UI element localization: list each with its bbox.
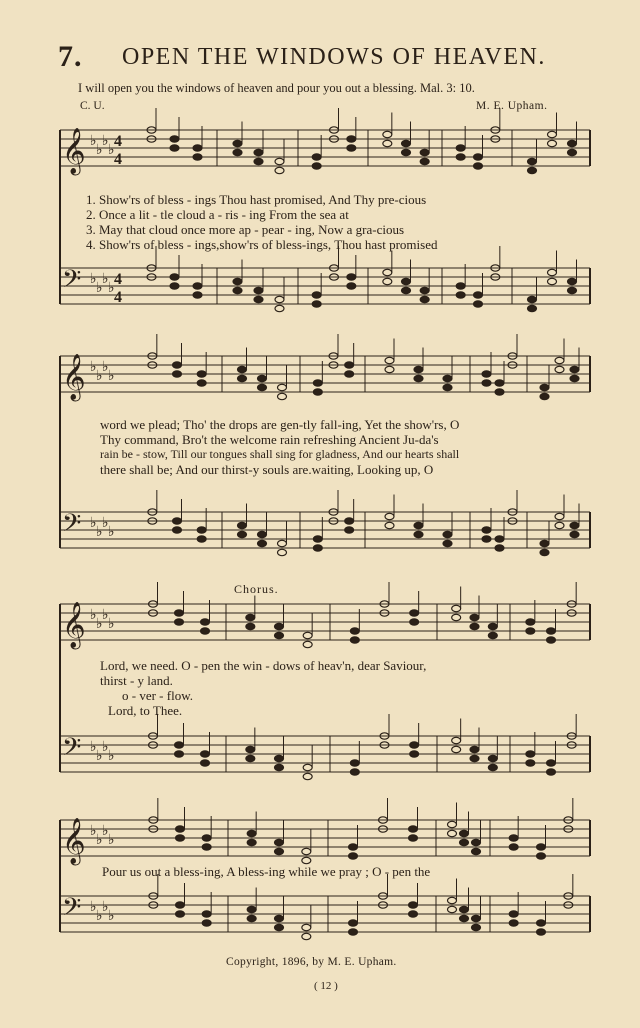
note-head (278, 540, 287, 546)
note-head (176, 826, 185, 832)
note-head (238, 375, 247, 381)
note-head (414, 366, 423, 372)
note-head (460, 830, 469, 836)
note-head (547, 637, 556, 643)
note-head (202, 835, 211, 841)
flat-icon: ♭ (108, 749, 115, 764)
note-head (247, 830, 256, 836)
note-head (345, 527, 354, 533)
note-head (175, 610, 184, 616)
note-head (482, 371, 491, 377)
note-head (509, 920, 518, 926)
note-head (201, 619, 210, 625)
lyric-line: thirst - y land. (100, 673, 173, 688)
note-head (409, 826, 418, 832)
flat-icon: ♭ (90, 824, 97, 839)
note-head (540, 540, 549, 546)
note-head (275, 158, 284, 164)
note-head (176, 835, 185, 841)
note-head (452, 614, 461, 620)
note-head (472, 839, 481, 845)
note-head (176, 902, 185, 908)
note-head (385, 357, 394, 363)
note-head (509, 911, 518, 917)
note-head (233, 287, 242, 293)
note-head (452, 746, 461, 752)
note-head (443, 531, 452, 537)
note-head (275, 848, 284, 854)
note-head (495, 389, 504, 395)
lyric-line: Pour us out a bless-ing, A bless-ing while we pray ; O - pen the (102, 864, 431, 879)
note-head (456, 145, 465, 151)
note-head (568, 140, 577, 146)
note-head (313, 545, 322, 551)
note-head (247, 839, 256, 845)
lyric-line: 1. Show'rs of bless - ings Thou hast promised, And Thy pre-cious (86, 192, 427, 207)
note-head (548, 140, 557, 146)
note-head (313, 536, 322, 542)
chorus-label: Chorus. (234, 582, 279, 596)
note-head (254, 158, 263, 164)
note-head (238, 522, 247, 528)
note-head (175, 619, 184, 625)
note-head (488, 632, 497, 638)
note-head (526, 760, 535, 766)
time-signature-top: 4 (114, 133, 122, 150)
note-head (303, 632, 312, 638)
note-head (233, 278, 242, 284)
note-head (526, 628, 535, 634)
note-head (456, 154, 465, 160)
note-head (345, 518, 354, 524)
note-head (548, 278, 557, 284)
note-head (409, 902, 418, 908)
note-head (555, 366, 564, 372)
note-head (414, 375, 423, 381)
flat-icon: ♭ (90, 134, 97, 149)
note-head (173, 518, 182, 524)
note-head (247, 906, 256, 912)
note-head (275, 167, 284, 173)
note-head (278, 549, 287, 555)
flat-icon: ♭ (96, 749, 103, 764)
treble-clef-icon: 𝄞 (62, 128, 86, 174)
words-credit: C. U. (80, 100, 105, 112)
flat-icon: ♭ (90, 900, 97, 915)
note-head (448, 821, 457, 827)
note-head (488, 623, 497, 629)
note-head (509, 835, 518, 841)
note-head (303, 773, 312, 779)
note-head (383, 269, 392, 275)
lyric-line: word we plead; Tho' the drops are gen-tly fall-ing, Yet the show'rs, O (100, 417, 460, 432)
note-head (474, 292, 483, 298)
note-head (302, 848, 311, 854)
note-head (275, 296, 284, 302)
note-head (246, 746, 255, 752)
note-head (345, 371, 354, 377)
note-head (193, 283, 202, 289)
bass-clef-icon: 𝄢 (62, 893, 82, 928)
note-head (482, 536, 491, 542)
lyric-line: 2. Once a lit - tle cloud a - ris - ing From the sea at (86, 207, 349, 222)
note-head (278, 393, 287, 399)
note-head (570, 531, 579, 537)
flat-icon: ♭ (102, 516, 109, 531)
flat-icon: ♭ (96, 143, 103, 158)
note-head (410, 751, 419, 757)
note-head (258, 540, 267, 546)
flat-icon: ♭ (102, 360, 109, 375)
note-head (443, 384, 452, 390)
note-head (193, 145, 202, 151)
note-head (472, 924, 481, 930)
flat-icon: ♭ (108, 143, 115, 158)
lyric-line: rain be - stow, Till our tongues shall sing for gladness, And our hearts shall (100, 447, 460, 461)
note-head (302, 924, 311, 930)
note-head (302, 933, 311, 939)
note-head (201, 628, 210, 634)
note-head (495, 380, 504, 386)
note-head (350, 628, 359, 634)
flat-icon: ♭ (102, 824, 109, 839)
note-head (472, 848, 481, 854)
note-head (460, 839, 469, 845)
note-head (470, 614, 479, 620)
note-head (385, 522, 394, 528)
note-head (402, 140, 411, 146)
note-head (570, 375, 579, 381)
note-head (474, 154, 483, 160)
note-head (537, 853, 546, 859)
flat-icon: ♭ (102, 134, 109, 149)
note-head (547, 769, 556, 775)
note-head (238, 531, 247, 537)
note-head (409, 835, 418, 841)
note-head (414, 531, 423, 537)
flat-icon: ♭ (90, 272, 97, 287)
note-head (472, 915, 481, 921)
note-head (474, 163, 483, 169)
note-head (568, 278, 577, 284)
note-head (349, 844, 358, 850)
note-head (568, 287, 577, 293)
note-head (452, 737, 461, 743)
note-head (420, 158, 429, 164)
note-head (201, 751, 210, 757)
note-head (350, 769, 359, 775)
note-head (347, 145, 356, 151)
flat-icon: ♭ (108, 525, 115, 540)
note-head (402, 287, 411, 293)
note-head (555, 513, 564, 519)
note-head (197, 536, 206, 542)
note-head (528, 158, 537, 164)
note-head (540, 549, 549, 555)
note-head (548, 269, 557, 275)
note-head (254, 149, 263, 155)
music-credit: M. E. Upham. (476, 100, 548, 112)
note-head (258, 384, 267, 390)
flat-icon: ♭ (108, 369, 115, 384)
note-head (537, 920, 546, 926)
flat-icon: ♭ (96, 369, 103, 384)
note-head (347, 274, 356, 280)
note-head (547, 760, 556, 766)
note-head (488, 764, 497, 770)
note-head (547, 628, 556, 634)
note-head (246, 614, 255, 620)
flat-icon: ♭ (96, 281, 103, 296)
note-head (537, 844, 546, 850)
note-head (420, 296, 429, 302)
note-head (456, 292, 465, 298)
hymn-number: 7. (58, 40, 83, 73)
note-head (402, 149, 411, 155)
note-head (175, 742, 184, 748)
note-head (528, 167, 537, 173)
note-head (176, 911, 185, 917)
bass-clef-icon: 𝄢 (62, 733, 82, 768)
note-head (201, 760, 210, 766)
note-head (278, 384, 287, 390)
note-head (349, 920, 358, 926)
note-head (568, 149, 577, 155)
time-signature-bottom: 4 (114, 151, 122, 168)
note-head (238, 366, 247, 372)
note-head (303, 641, 312, 647)
flat-icon: ♭ (108, 617, 115, 632)
note-head (197, 380, 206, 386)
note-head (349, 929, 358, 935)
note-head (410, 742, 419, 748)
note-head (540, 384, 549, 390)
note-head (170, 145, 179, 151)
note-head (410, 619, 419, 625)
note-head (409, 911, 418, 917)
note-head (460, 906, 469, 912)
lyric-line: Thy command, Bro't the welcome rain refreshing Ancient Ju-da's (100, 432, 439, 447)
note-head (254, 287, 263, 293)
note-head (313, 389, 322, 395)
note-head (410, 610, 419, 616)
note-head (420, 287, 429, 293)
flat-icon: ♭ (96, 617, 103, 632)
time-signature-top: 4 (114, 271, 122, 288)
note-head (350, 760, 359, 766)
flat-icon: ♭ (102, 608, 109, 623)
bass-clef-icon: 𝄢 (62, 509, 82, 544)
note-head (528, 305, 537, 311)
note-head (495, 545, 504, 551)
note-head (474, 301, 483, 307)
note-head (246, 755, 255, 761)
note-head (347, 136, 356, 142)
flat-icon: ♭ (102, 900, 109, 915)
note-head (170, 274, 179, 280)
note-head (312, 163, 321, 169)
note-head (456, 283, 465, 289)
note-head (275, 839, 284, 845)
note-head (258, 375, 267, 381)
note-head (312, 154, 321, 160)
lyric-line: 3. May that cloud once more ap - pear - ing, Now a gra-cious (86, 222, 405, 237)
flat-icon: ♭ (96, 525, 103, 540)
note-head (448, 906, 457, 912)
note-head (275, 755, 284, 761)
flat-icon: ♭ (90, 740, 97, 755)
note-head (233, 140, 242, 146)
time-signature-bottom: 4 (114, 289, 122, 306)
note-head (202, 920, 211, 926)
note-head (470, 755, 479, 761)
note-head (313, 380, 322, 386)
note-head (448, 830, 457, 836)
note-head (385, 513, 394, 519)
lyric-line: Lord, to Thee. (108, 703, 183, 718)
note-head (452, 605, 461, 611)
note-head (383, 140, 392, 146)
note-head (275, 924, 284, 930)
note-head (526, 619, 535, 625)
note-head (246, 623, 255, 629)
note-head (302, 857, 311, 863)
flat-icon: ♭ (108, 281, 115, 296)
note-head (528, 296, 537, 302)
note-head (193, 292, 202, 298)
note-head (383, 278, 392, 284)
flat-icon: ♭ (90, 608, 97, 623)
lyric-line: o - ver - flow. (122, 688, 193, 703)
treble-clef-icon: 𝄞 (62, 818, 86, 864)
note-head (254, 296, 263, 302)
note-head (470, 623, 479, 629)
note-head (402, 278, 411, 284)
copyright-notice: Copyright, 1896, by M. E. Upham. (226, 956, 397, 968)
flat-icon: ♭ (96, 909, 103, 924)
note-head (197, 527, 206, 533)
note-head (197, 371, 206, 377)
lyric-line: 4. Show'rs of bless - ings,show'rs of bless-ings, Thou hast promised (86, 237, 438, 252)
note-head (233, 149, 242, 155)
note-head (548, 131, 557, 137)
note-head (275, 915, 284, 921)
note-head (482, 380, 491, 386)
note-head (173, 371, 182, 377)
note-head (345, 362, 354, 368)
flat-icon: ♭ (90, 360, 97, 375)
note-head (385, 366, 394, 372)
note-head (570, 522, 579, 528)
note-head (448, 897, 457, 903)
note-head (275, 623, 284, 629)
note-head (170, 136, 179, 142)
note-head (540, 393, 549, 399)
note-head (173, 527, 182, 533)
note-head (202, 844, 211, 850)
note-head (526, 751, 535, 757)
flat-icon: ♭ (102, 272, 109, 287)
note-head (383, 131, 392, 137)
note-head (349, 853, 358, 859)
note-head (173, 362, 182, 368)
lyric-line: there shall be; And our thirst-y souls are.waiting, Looking up, O (100, 462, 434, 477)
note-head (202, 911, 211, 917)
note-head (537, 929, 546, 935)
note-head (470, 746, 479, 752)
note-head (488, 755, 497, 761)
hymn-title: OPEN THE WINDOWS OF HEAVEN. (122, 44, 546, 70)
flat-icon: ♭ (108, 833, 115, 848)
note-head (570, 366, 579, 372)
note-head (350, 637, 359, 643)
note-head (312, 292, 321, 298)
note-head (258, 531, 267, 537)
note-head (414, 522, 423, 528)
page-number: ( 12 ) (314, 980, 338, 992)
note-head (347, 283, 356, 289)
note-head (555, 522, 564, 528)
note-head (555, 357, 564, 363)
scripture-epigraph: I will open you the windows of heaven and pour you out a blessing. Mal. 3: 10. (78, 81, 475, 95)
note-head (443, 375, 452, 381)
note-head (247, 915, 256, 921)
flat-icon: ♭ (108, 909, 115, 924)
flat-icon: ♭ (102, 740, 109, 755)
note-head (460, 915, 469, 921)
treble-clef-icon: 𝄞 (62, 354, 86, 400)
bass-clef-icon: 𝄢 (62, 265, 82, 300)
note-head (170, 283, 179, 289)
note-head (312, 301, 321, 307)
note-head (275, 764, 284, 770)
note-head (303, 764, 312, 770)
note-head (509, 844, 518, 850)
note-head (495, 536, 504, 542)
note-head (482, 527, 491, 533)
note-head (420, 149, 429, 155)
note-head (175, 751, 184, 757)
note-head (443, 540, 452, 546)
flat-icon: ♭ (90, 516, 97, 531)
treble-clef-icon: 𝄞 (62, 602, 86, 648)
note-head (275, 632, 284, 638)
flat-icon: ♭ (96, 833, 103, 848)
note-head (193, 154, 202, 160)
lyric-line: Lord, we need. O - pen the win - dows of heav'n, dear Saviour, (100, 658, 427, 673)
note-head (275, 305, 284, 311)
